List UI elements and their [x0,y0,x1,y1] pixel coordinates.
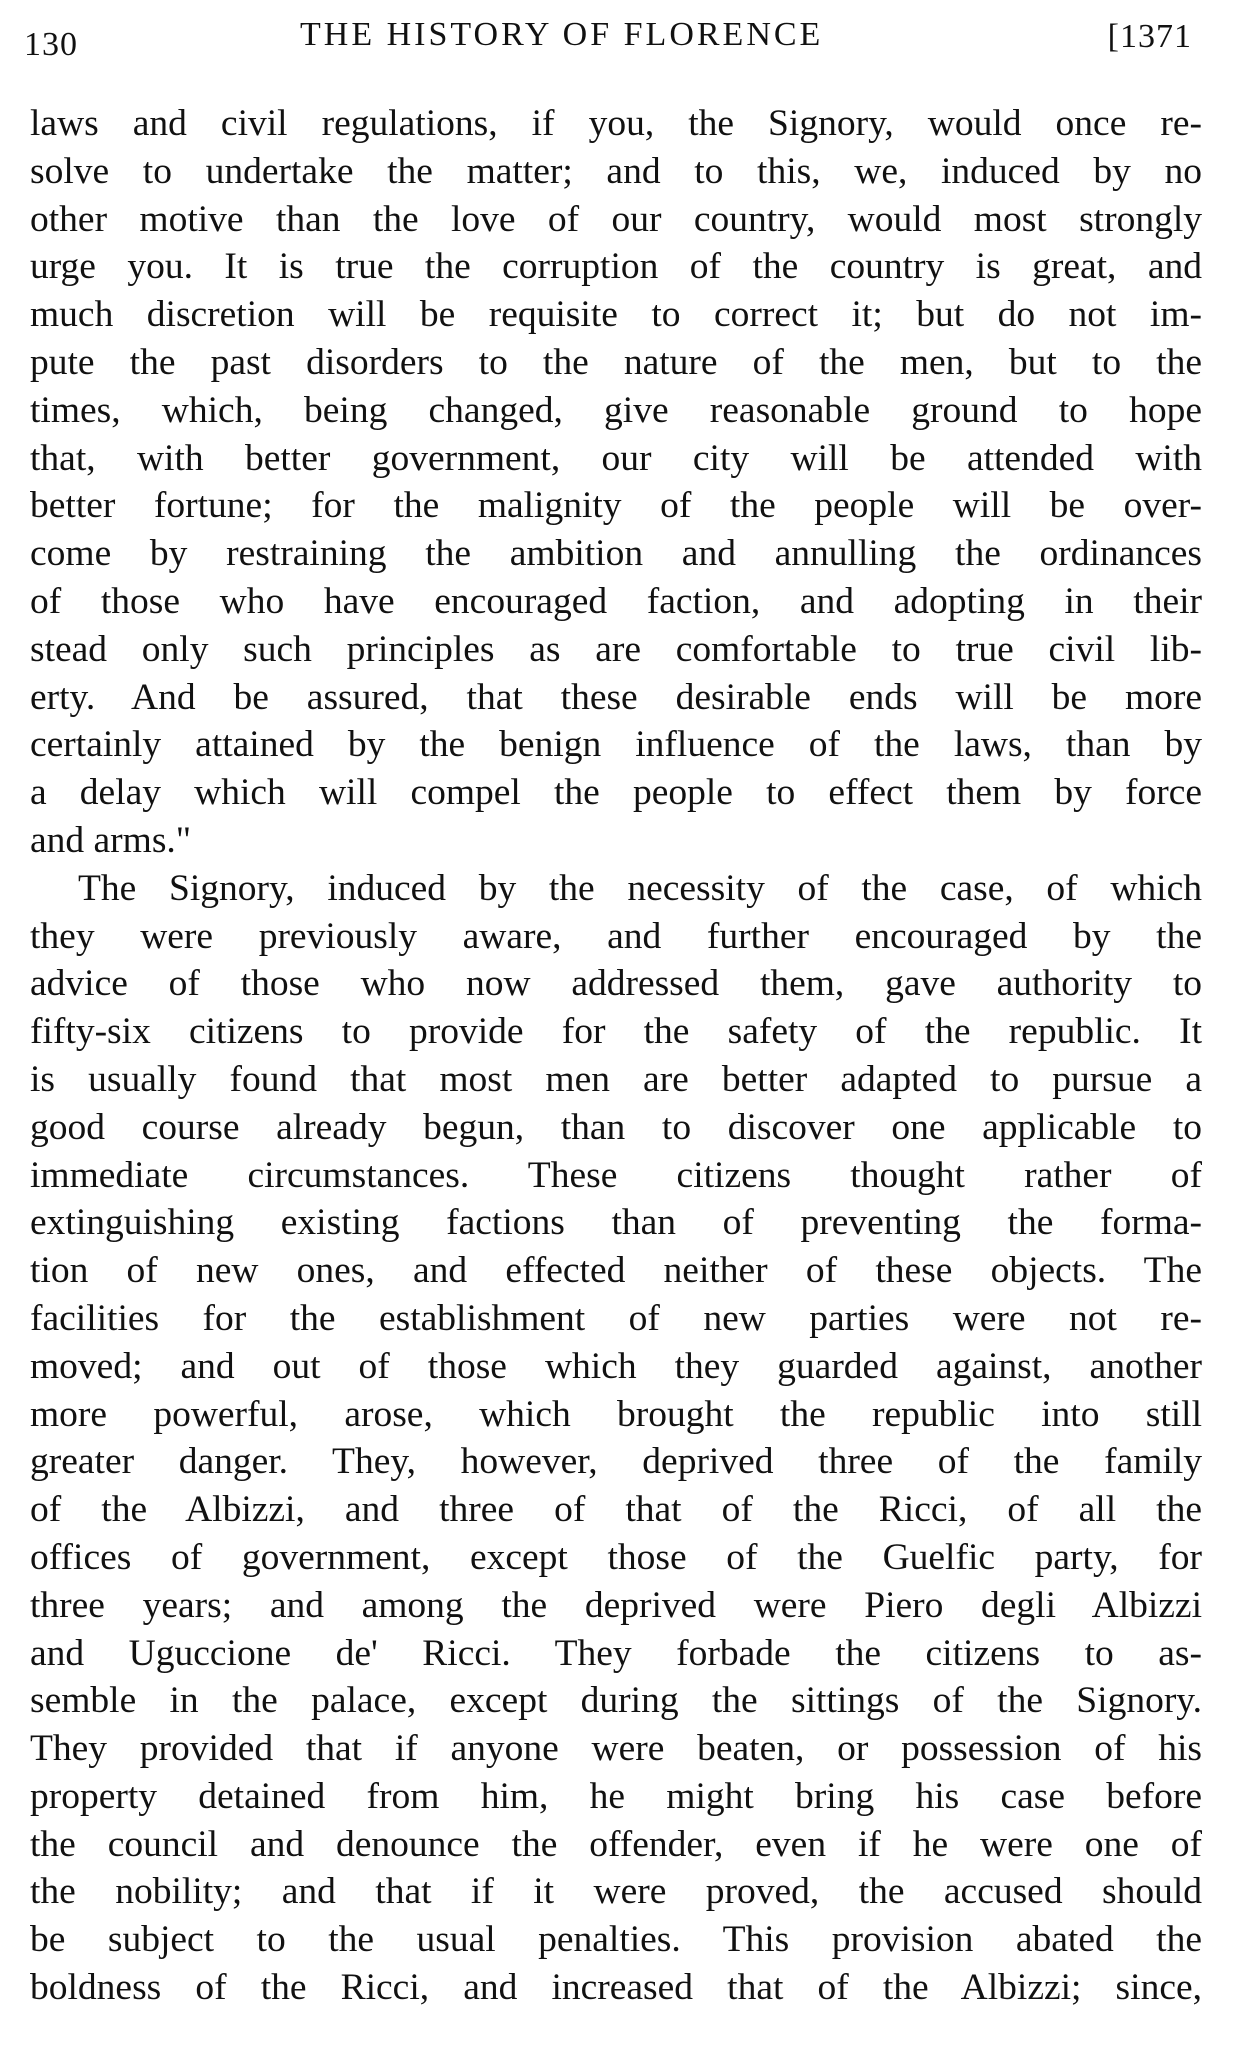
text-line: advice of those who now addressed them, gave authority to [30,963,1202,1005]
text-line: tion of new ones, and effected neither of these objects. The [30,1250,1202,1292]
body-text [30,100,1202,2012]
text-line: much discretion will be requisite to correct it; but do not im- [30,294,1202,336]
text-line: come by restraining the ambition and annulling the ordinances [30,533,1202,575]
text-line: be subject to the usual penalties. This provision abated the [30,1919,1202,1961]
text-line: pute the past disorders to the nature of the men, but to the [30,341,1202,383]
text-line: They provided that if anyone were beaten, or possession of his [30,1728,1202,1770]
text-line: is usually found that most men are better adapted to pursue a [30,1058,1202,1100]
text-line: immediate circumstances. These citizens thought rather of [30,1154,1202,1196]
paragraph [30,100,1202,865]
text-line: certainly attained by the benign influence of the laws, than by [30,724,1202,766]
text-line: the nobility; and that if it were proved, the accused should [30,1871,1202,1913]
text-line: solve to undertake the matter; and to this, we, induced by no [30,150,1202,192]
text-line: semble in the palace, except during the sittings of the Signory. [30,1680,1202,1722]
text-line: that, with better government, our city will be attended with [30,437,1202,479]
text-line: of those who have encouraged faction, and adopting in their [30,580,1202,622]
text-line: property detained from him, he might bring his case before [30,1775,1202,1817]
text-line: boldness of the Ricci, and increased that of the Albizzi; since, [30,1967,1202,2009]
text-line: fifty-six citizens to provide for the safety of the republic. It [30,1011,1202,1053]
text-line: offices of government, except those of the Guelfic party, for [30,1536,1202,1578]
text-line: greater danger. They, however, deprived three of the family [30,1441,1202,1483]
text-line: and Uguccione de' Ricci. They forbade the citizens to as- [30,1632,1202,1674]
text-line: good course already begun, than to discover one applicable to [30,1106,1202,1148]
text-line: moved; and out of those which they guarded against, another [30,1345,1202,1387]
text-line: more powerful, arose, which brought the republic into still [30,1393,1202,1435]
text-line: a delay which will compel the people to effect them by force [30,772,1202,814]
text-line: The Signory, induced by the necessity of the case, of which [78,867,1202,909]
text-line: erty. And be assured, that these desirable ends will be more [30,676,1202,718]
running-title: THE HISTORY OF FLORENCE [300,16,824,53]
page-header [24,14,1204,64]
text-line: they were previously aware, and further encouraged by the [30,915,1202,957]
text-line: facilities for the establishment of new parties were not re- [30,1297,1202,1339]
text-line: stead only such principles as are comfortable to true civil lib- [30,628,1202,670]
text-line: extinguishing existing factions than of preventing the forma- [30,1202,1202,1244]
page-number: 130 [24,26,78,63]
text-line: three years; and among the deprived were Piero degli Albizzi [30,1584,1202,1626]
paragraph [30,865,1202,2012]
text-line: and arms." [30,819,192,861]
text-line: the council and denounce the offender, even if he were one of [30,1823,1202,1865]
text-line: urge you. It is true the corruption of the country is great, and [30,246,1202,288]
year-marker: [1371 [1107,18,1192,55]
text-line: other motive than the love of our country, would most strongly [30,198,1202,240]
text-line: better fortune; for the malignity of the people will be over- [30,485,1202,527]
text-line: of the Albizzi, and three of that of the Ricci, of all the [30,1489,1202,1531]
text-line: times, which, being changed, give reasonable ground to hope [30,389,1202,431]
text-line: laws and civil regulations, if you, the Signory, would once re- [30,103,1202,144]
